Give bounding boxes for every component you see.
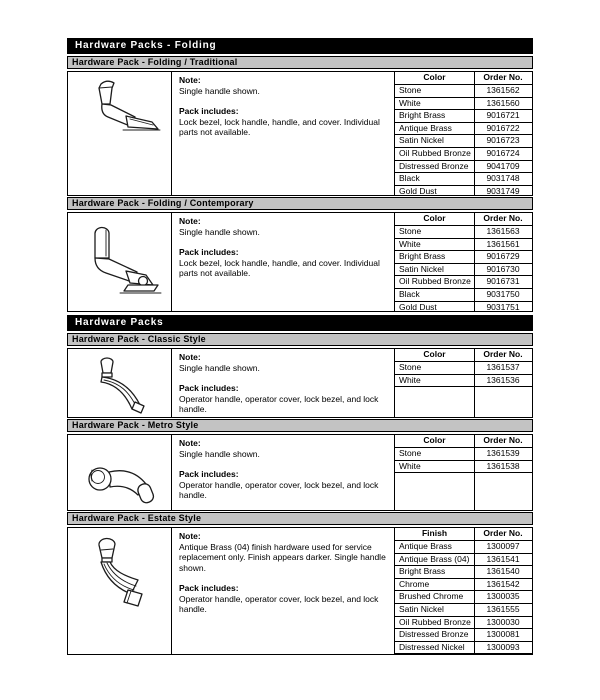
color-column-header: Color	[423, 213, 446, 223]
table-header-row	[395, 72, 532, 85]
finish-name-cell: Oil Rubbed Bronze	[399, 147, 471, 158]
order-number-cell: 9016724	[486, 147, 520, 158]
finish-name-cell: Satin Nickel	[399, 263, 444, 274]
table-row	[395, 239, 532, 252]
illustration-cell	[68, 213, 172, 312]
pack-includes-text: Operator handle, operator cover, lock bezel, and lock handle.	[179, 393, 379, 414]
order-number-cell: 1361536	[486, 374, 520, 385]
note-label: Note:	[179, 438, 201, 448]
note-cell	[172, 435, 394, 510]
group-header-hardware-packs: Hardware Packs	[67, 315, 533, 331]
order-number-cell: 1361561	[486, 238, 520, 249]
order-table	[394, 435, 532, 510]
order-number-cell: 1300097	[486, 541, 520, 551]
note-text: Single handle shown.	[179, 226, 260, 237]
order-number-cell: 1361563	[486, 226, 520, 236]
finish-name-cell: White	[399, 97, 421, 108]
order-number-cell: 9041709	[486, 160, 520, 171]
order-number-cell: 1300081	[486, 629, 520, 640]
table-body	[395, 226, 532, 312]
illustration-cell	[68, 528, 172, 654]
table-header-row	[395, 528, 532, 541]
finish-name-cell: Brushed Chrome	[399, 591, 464, 602]
order-number-cell: 9016723	[486, 135, 520, 146]
pack-includes-text: Lock bezel, lock handle, handle, and cover. Individual parts not available.	[179, 116, 380, 137]
note-spacer	[179, 573, 387, 583]
note-label: Note:	[179, 75, 201, 85]
hardware-pack-row-classic	[67, 348, 533, 418]
note-spacer	[179, 373, 387, 383]
table-header-row	[395, 349, 532, 362]
table-row	[395, 554, 532, 567]
table-row	[395, 591, 532, 604]
note-text: Single handle shown.	[179, 85, 260, 96]
note-label: Note:	[179, 216, 201, 226]
estate-style-handle-drawing	[68, 528, 172, 654]
table-body	[395, 362, 532, 387]
order-table	[394, 72, 532, 196]
note-cell	[172, 213, 394, 312]
order-number-cell: 1300093	[486, 641, 520, 652]
table-row	[395, 362, 532, 375]
finish-name-cell: Distressed Nickel	[399, 641, 465, 652]
finish-name-cell: Black	[399, 173, 420, 184]
order-number-cell: 1300030	[486, 616, 520, 627]
finish-name-cell: Distressed Bronze	[399, 629, 469, 640]
table-row	[395, 604, 532, 617]
table-row	[395, 264, 532, 277]
finish-name-cell: Black	[399, 288, 420, 299]
note-text: Antique Brass (04) finish hardware used for service replacement only. Finish appears darker. Single handle shown.	[179, 541, 386, 573]
table-row	[395, 226, 532, 239]
order-number-cell: 1300035	[486, 591, 520, 602]
order-no-column-header: Order No.	[483, 213, 523, 223]
note-label: Note:	[179, 531, 201, 541]
subsection-header-metro-style: Hardware Pack - Metro Style	[67, 419, 533, 432]
pack-includes-label: Pack includes:	[179, 583, 239, 593]
pack-includes-text: Operator handle, operator cover, lock bezel, and lock handle.	[179, 479, 379, 500]
pack-includes-text: Lock bezel, lock handle, handle, and cover. Individual parts not available.	[179, 257, 380, 278]
finish-name-cell: Antique Brass	[399, 541, 452, 551]
order-number-cell: 9031751	[486, 301, 520, 312]
table-row	[395, 579, 532, 592]
table-row	[395, 617, 532, 630]
order-table	[394, 213, 532, 312]
table-row	[395, 110, 532, 123]
color-column-header: Color	[423, 72, 446, 82]
order-no-column-header: Order No.	[483, 349, 523, 359]
finish-name-cell: Gold Dust	[399, 185, 437, 196]
subsection-header-folding-traditional: Hardware Pack - Folding / Traditional	[67, 56, 533, 69]
hardware-pack-row-contemporary	[67, 212, 533, 312]
table-header-row	[395, 435, 532, 448]
finish-name-cell: Bright Brass	[399, 251, 446, 262]
note-text: Single handle shown.	[179, 448, 260, 459]
order-no-column-header: Order No.	[483, 528, 523, 538]
table-header-row	[395, 213, 532, 226]
order-number-cell: 9031749	[486, 185, 520, 196]
table-row	[395, 123, 532, 136]
metro-style-handle-drawing	[68, 435, 172, 510]
note-spacer	[179, 96, 387, 106]
table-row	[395, 448, 532, 461]
finish-name-cell: White	[399, 460, 421, 471]
finish-name-cell: Oil Rubbed Bronze	[399, 616, 471, 627]
table-body	[395, 541, 532, 654]
table-row	[395, 375, 532, 388]
order-number-cell: 1361537	[486, 362, 520, 372]
note-spacer	[179, 237, 387, 247]
finish-column-header: Finish	[421, 528, 448, 538]
note-text: Single handle shown.	[179, 362, 260, 373]
finish-name-cell: Bright Brass	[399, 110, 446, 121]
hardware-pack-row-traditional	[67, 71, 533, 196]
finish-name-cell: Bright Brass	[399, 566, 446, 577]
order-number-cell: 9031750	[486, 288, 520, 299]
table-row	[395, 276, 532, 289]
subsection-header-estate-style: Hardware Pack - Estate Style	[67, 512, 533, 525]
folding-contemporary-handle-drawing	[68, 213, 172, 311]
subsection-header-classic-style: Hardware Pack - Classic Style	[67, 333, 533, 346]
order-number-cell: 1361540	[486, 566, 520, 577]
order-no-column-header: Order No.	[483, 435, 523, 445]
illustration-cell	[68, 435, 172, 510]
order-number-cell: 9016722	[486, 122, 520, 133]
note-cell	[172, 72, 394, 196]
finish-name-cell: Stone	[399, 226, 422, 236]
finish-name-cell: Gold Dust	[399, 301, 437, 312]
finish-name-cell: White	[399, 374, 421, 385]
finish-name-cell: Stone	[399, 362, 422, 372]
table-row	[395, 173, 532, 186]
pack-includes-label: Pack includes:	[179, 106, 239, 116]
group-header-folding: Hardware Packs - Folding	[67, 38, 533, 54]
note-spacer	[179, 459, 387, 469]
finish-name-cell: Antique Brass	[399, 122, 452, 133]
subsection-header-folding-contemporary: Hardware Pack - Folding / Contemporary	[67, 197, 533, 210]
finish-name-cell: Oil Rubbed Bronze	[399, 276, 471, 287]
order-number-cell: 1361542	[486, 578, 520, 589]
finish-name-cell: White	[399, 238, 421, 249]
note-cell	[172, 349, 394, 418]
order-table	[394, 528, 532, 654]
folding-traditional-handle-drawing	[68, 72, 172, 195]
order-no-column-header: Order No.	[483, 72, 523, 82]
pack-includes-text: Operator handle, operator cover, lock bezel, and lock handle.	[179, 593, 379, 614]
order-number-cell: 1361541	[486, 553, 520, 564]
table-row	[395, 186, 532, 196]
table-row	[395, 541, 532, 554]
finish-name-cell: Chrome	[399, 578, 430, 589]
table-row	[395, 566, 532, 579]
finish-name-cell: Stone	[399, 85, 422, 95]
table-body	[395, 448, 532, 473]
order-number-cell: 9016730	[486, 263, 520, 274]
table-body	[395, 85, 532, 196]
finish-name-cell: Stone	[399, 448, 422, 458]
table-row	[395, 629, 532, 642]
table-row	[395, 461, 532, 474]
finish-name-cell: Distressed Bronze	[399, 160, 469, 171]
order-number-cell: 9016729	[486, 251, 520, 262]
order-number-cell: 1361562	[486, 85, 520, 95]
pack-includes-label: Pack includes:	[179, 247, 239, 257]
hardware-pack-row-estate	[67, 527, 533, 655]
order-number-cell: 1361560	[486, 97, 520, 108]
hardware-pack-row-metro	[67, 434, 533, 511]
table-row	[395, 98, 532, 111]
order-number-cell: 1361538	[486, 460, 520, 471]
finish-name-cell: Satin Nickel	[399, 135, 444, 146]
color-column-header: Color	[423, 435, 446, 445]
finish-name-cell: Satin Nickel	[399, 603, 444, 614]
order-number-cell: 1361539	[486, 448, 520, 458]
order-number-cell: 1361555	[486, 603, 520, 614]
table-row	[395, 289, 532, 302]
finish-name-cell: Antique Brass (04)	[399, 553, 470, 564]
note-cell	[172, 528, 394, 654]
order-number-cell: 9016731	[486, 276, 520, 287]
table-row	[395, 148, 532, 161]
table-row	[395, 161, 532, 174]
order-table	[394, 349, 532, 418]
catalog-page	[67, 38, 533, 655]
color-column-header: Color	[423, 349, 446, 359]
table-row	[395, 302, 532, 312]
order-number-cell: 9031748	[486, 173, 520, 184]
order-number-cell: 9016721	[486, 110, 520, 121]
note-label: Note:	[179, 352, 201, 362]
table-row	[395, 85, 532, 98]
illustration-cell	[68, 349, 172, 418]
pack-includes-label: Pack includes:	[179, 383, 239, 393]
table-row	[395, 135, 532, 148]
illustration-cell	[68, 72, 172, 196]
table-row	[395, 642, 532, 655]
pack-includes-label: Pack includes:	[179, 469, 239, 479]
table-row	[395, 251, 532, 264]
classic-style-handle-drawing	[68, 349, 172, 417]
